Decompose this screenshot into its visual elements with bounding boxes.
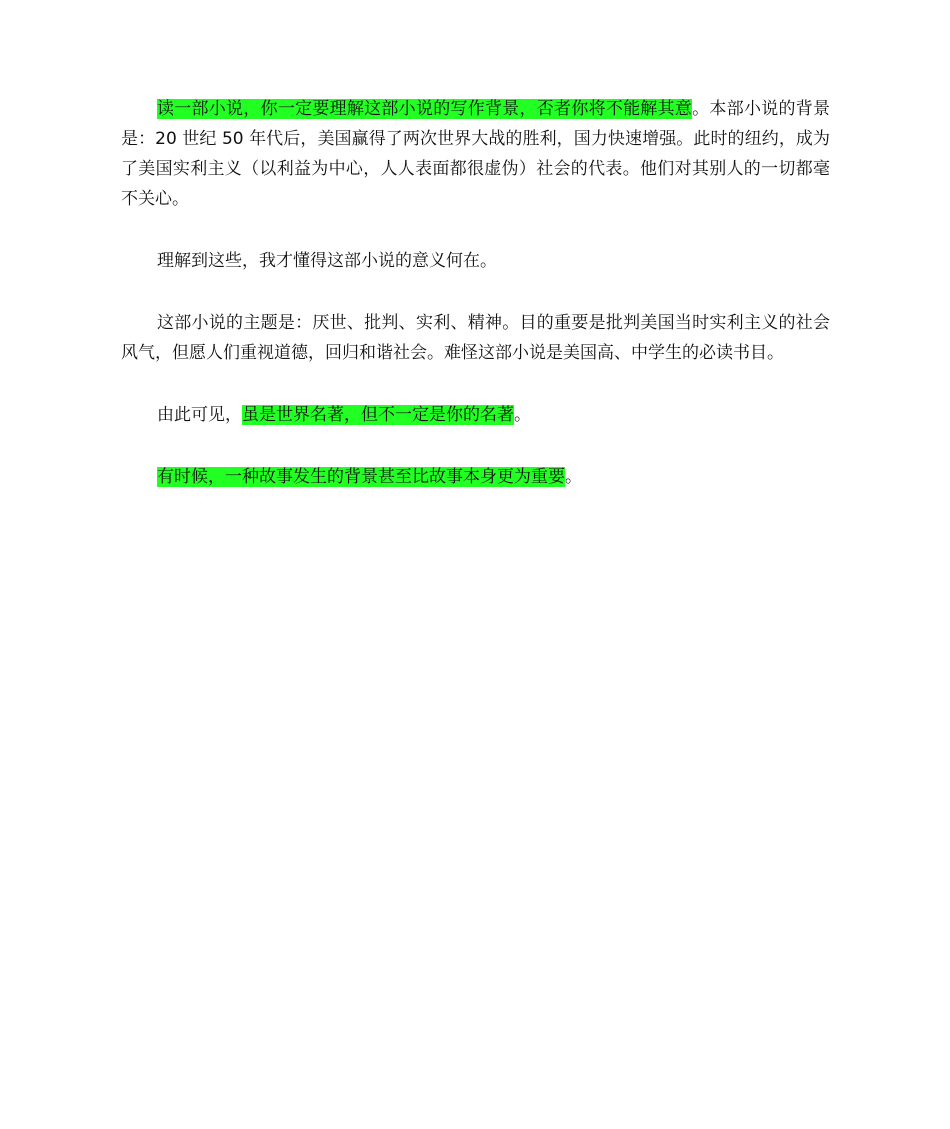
paragraph-text: 。 <box>565 467 582 487</box>
paragraph-text: 。本部小说的背景是：20 世纪 50 年代后，美国赢得了两次世界大战的胜利，国力快速增强。此时的纽约，成为了美国实利主义（以利益为中心，人人表面都很虚伪）社会的代表。他们对其别人的一切都毫不关心。 <box>121 99 831 209</box>
paragraph-5 <box>121 462 830 492</box>
paragraph-1 <box>121 94 830 214</box>
paragraph-text: 理解到这些，我才懂得这部小说的意义何在。 <box>157 251 497 271</box>
paragraph-3 <box>121 308 830 368</box>
paragraph-text: 这部小说的主题是：厌世、批判、实利、精神。目的重要是批判美国当时实利主义的社会风气，但愿人们重视道德，回归和谐社会。难怪这部小说是美国高、中学生的必读书目。 <box>121 313 830 363</box>
paragraph-2 <box>121 246 830 276</box>
document-page <box>121 94 830 524</box>
highlighted-text: 有时候，一种故事发生的背景甚至比故事本身更为重要 <box>157 467 565 487</box>
highlighted-text: 虽是世界名著，但不一定是你的名著 <box>242 405 514 425</box>
paragraph-lead-text: 由此可见， <box>157 405 242 425</box>
highlighted-text: 读一部小说，你一定要理解这部小说的写作背景，否者你将不能解其意 <box>157 99 693 119</box>
paragraph-text: 。 <box>514 405 531 425</box>
paragraph-4 <box>121 400 830 430</box>
